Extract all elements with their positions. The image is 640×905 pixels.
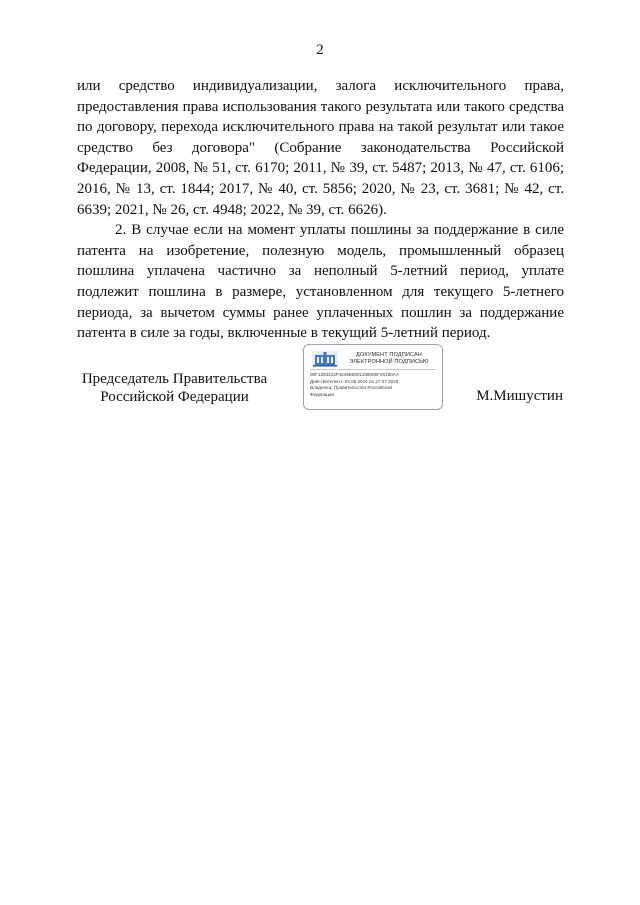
stamp-owner-line-2: Федерации <box>310 391 335 397</box>
stamp-title <box>340 352 438 366</box>
paragraph-continuation: или средство индивидуализации, залога исключительного права, предоставления права использования такого результата или такого средства по договору, перехода исключительного права на такой результат или такое средство без договора" (Собрание законодательства Российской Федерации, 2008, № 51, ст. 6170; 2011, № 39, ст. 5487; 2013, № 47, ст. 6106; 2016, № 13, ст. 1844; 2017, № 40, ст. 5856; 2020, № 23, ст. 3681; № 42, ст. 6639; 2021, № 26, ст. 4948; 2022, № 39, ст. 6626). <box>77 78 564 218</box>
signer-position <box>77 370 272 406</box>
stamp-details <box>310 372 438 398</box>
stamp-title-line-2: ЭЛЕКТРОННОЙ ПОДПИСЬЮ <box>349 359 429 365</box>
stamp-header <box>310 351 438 367</box>
stamp-validity: Действителен с 03.05.2024 по 27.07.2025 <box>310 378 399 384</box>
stamp-certificate: 00F1284244F4249E5001188005F26160AA <box>310 372 399 377</box>
stamp-divider <box>310 369 436 370</box>
document-body <box>77 76 564 344</box>
page-number: 2 <box>316 42 324 58</box>
stamp-owner-line-1: Владелец: Правительство Российской <box>310 385 392 391</box>
e-signature-stamp <box>303 344 443 410</box>
signer-position-line-2: Российской Федерации <box>100 389 249 405</box>
signer-name: М.Мишустин <box>476 388 563 404</box>
paragraph-item-2: 2. В случае если на момент уплаты пошлины за поддержание в силе патента на изобретение, полезную модель, промышленный образец пошлина уплачена частично за неполный 5-летний период, уплате подлежит пошлина в размере, установленном для текущего 5-летнего периода, за вычетом суммы ранее уплаченных пошлин за поддержание патента в силе за годы, включенные в текущий 5-летний период. <box>77 222 564 342</box>
government-building-icon <box>312 351 338 367</box>
signer-position-line-1: Председатель Правительства <box>81 371 268 387</box>
stamp-title-line-1: ДОКУМЕНТ ПОДПИСАН <box>356 352 422 358</box>
